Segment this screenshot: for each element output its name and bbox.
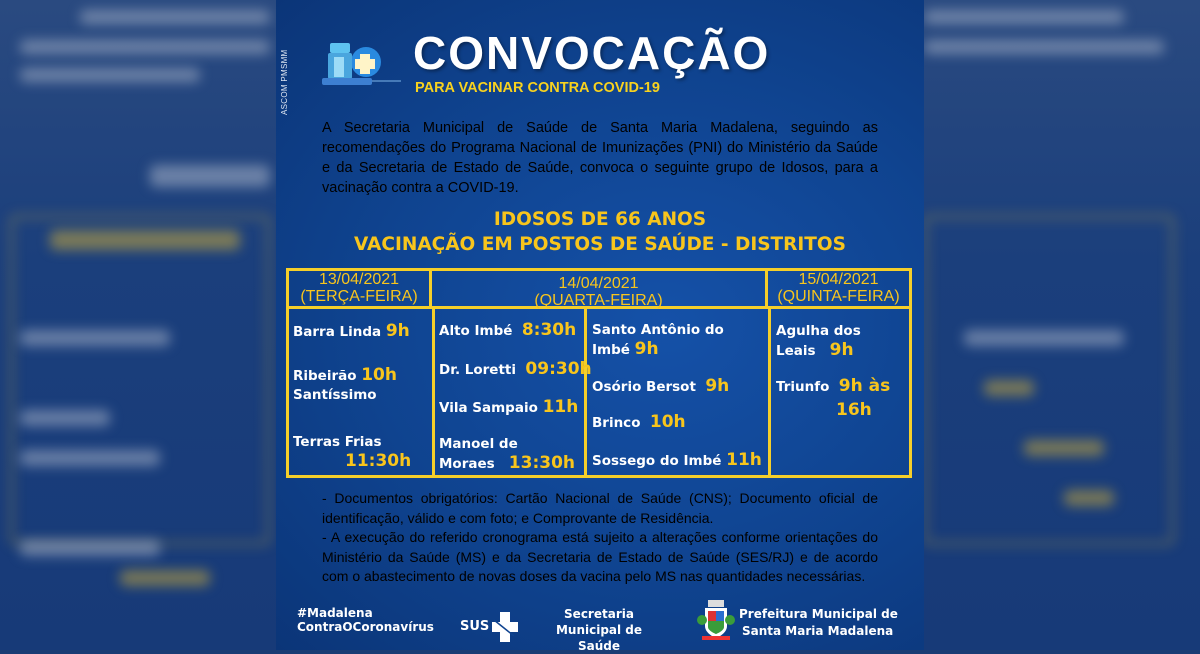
schedule-entry: Terras Frias 11:30h <box>293 434 412 471</box>
column-divider <box>432 309 435 475</box>
schedule-entry: Dr. Loretti 09:30h <box>439 359 592 379</box>
credit-label: ASCOM PMSMM <box>280 49 289 115</box>
vaccine-icon <box>318 40 403 90</box>
note-schedule-disclaimer: - A execução do referido cronograma está sujeito a alterações conforme orientações do Ministério da Saúde (MS) e da Secretaria de Estado de Saúde (SES/RJ) e de acordo com o abastecimento de novas doses da vacina pelo MS nas quantidades necessárias. <box>322 529 878 584</box>
location-heading: VACINAÇÃO EM POSTOS DE SAÚDE - DISTRITOS <box>354 234 846 255</box>
day-date: 13/04/2021 <box>318 271 400 288</box>
notes <box>322 489 878 587</box>
hashtag-line: #Madalena <box>297 606 373 620</box>
schedule-entry: Agulha dos Leais 9h <box>776 323 861 360</box>
page-title: CONVOCAÇÃO <box>413 27 771 79</box>
schedule-entry: Osório Bersot 9h <box>592 376 730 396</box>
day-weekday: (QUARTA-FEIRA) <box>534 292 663 309</box>
schedule-entry: Brinco 10h <box>592 412 686 432</box>
column-divider <box>584 309 587 475</box>
schedule-entry: Alto Imbé 8:30h <box>439 320 577 340</box>
prefeitura-line: Santa Maria Madalena <box>742 624 894 638</box>
day-header <box>768 271 909 309</box>
day-header <box>289 271 432 309</box>
prefeitura-line: Prefeitura Municipal de <box>739 607 898 621</box>
note-documents: - Documentos obrigatórios: Cartão Nacional de Saúde (CNS); Documento oficial de identificação, válido e com foto; e Comprovante de Residência. <box>322 490 878 526</box>
schedule-entry: Ribeirão 10h Santíssimo <box>293 365 397 403</box>
secretaria-label <box>540 606 658 654</box>
sus-cross-icon <box>492 612 518 642</box>
day-date: 14/04/2021 <box>558 275 639 292</box>
schedule-entry: Santo Antônio do Imbé 9h <box>592 322 724 359</box>
column-divider <box>768 309 771 475</box>
day-header <box>432 271 768 309</box>
day-weekday: (QUINTA-FEIRA) <box>777 288 900 305</box>
coat-of-arms-icon <box>697 598 735 642</box>
page-subtitle: PARA VACINAR CONTRA COVID-19 <box>415 80 660 96</box>
group-heading: IDOSOS DE 66 ANOS <box>493 209 707 230</box>
schedule-entry: Manoel de Moraes 13:30h <box>439 436 575 473</box>
secretaria-line: Municipal de Saúde <box>555 623 643 653</box>
hashtag <box>297 606 434 634</box>
prefeitura-label <box>739 606 898 640</box>
intro-paragraph: A Secretaria Municipal de Saúde de Santa Maria Madalena, seguindo as recomendações do Programa Nacional de Imunizações (PNI) do Ministério da Saúde e da Secretaria de Estado de Saúde, convoca o seguinte grupo de Idosos, para a vacinação contra a COVID-19. <box>322 120 878 196</box>
sus-logo <box>460 612 518 642</box>
blurred-background-left <box>0 0 276 650</box>
schedule-entry: Sossego do Imbé 11h <box>592 450 762 470</box>
sus-label: SUS <box>460 619 490 634</box>
hashtag-line: ContraOCoronavírus <box>297 620 434 634</box>
schedule-entry: Vila Sampaio 11h <box>439 397 579 417</box>
schedule-entry: Barra Linda 9h <box>293 321 410 341</box>
schedule-table <box>286 268 912 478</box>
blurred-background-right <box>924 0 1200 650</box>
day-date: 15/04/2021 <box>798 271 879 288</box>
day-weekday: (TERÇA-FEIRA) <box>300 288 418 305</box>
schedule-entry: Triunfo 9h às 16h <box>776 376 891 420</box>
secretaria-line: Secretaria <box>564 607 634 621</box>
